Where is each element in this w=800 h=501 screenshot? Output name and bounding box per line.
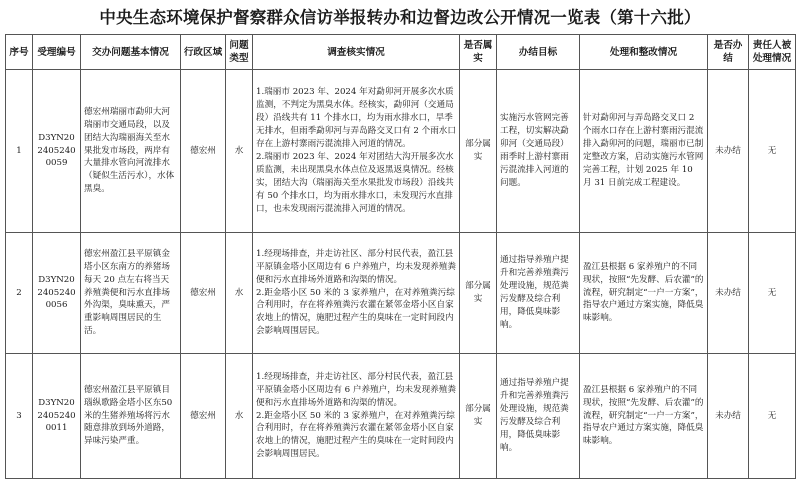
cell-code: D3YN2024052400056 <box>33 233 81 354</box>
cell-accountability: 无 <box>749 233 796 354</box>
header-goal: 办结目标 <box>497 35 580 70</box>
cell-type: 水 <box>226 70 253 233</box>
header-accountability: 责任人被处理情况 <box>749 35 796 70</box>
investigation-paragraph-1: 1.经现场排查，并走访社区、部分村民代表，盈江县平原镇金塔小区周边有 6 户养殖户，均未发现养殖粪便和污水直排场外道路和沟渠的情况。 <box>256 248 456 285</box>
table-row <box>6 70 796 233</box>
cell-accountability: 无 <box>749 354 796 479</box>
investigation-paragraph-2: 2.距金塔小区 50 米的 3 家养殖户，在对养殖粪污综合利用时，存在将养殖粪污农灌在紧邻金塔小区自家农地上的情况，施肥过程产生的臭味在一定时间段内会影响周围居民。 <box>256 410 455 460</box>
cell-goal: 通过指导养殖户提升和完善养殖粪污处理设施，规范粪污发酵及综合利用，降低臭味影响。 <box>497 354 580 479</box>
cell-handling: 盈江县根据 6 家养殖户的不同现状，按照“先发酵、后农灌”的流程，研究制定“一户一方案”，指导农户通过方案实施，降低臭味影响。 <box>580 354 708 479</box>
cell-seq: 2 <box>6 233 33 354</box>
cell-type: 水 <box>226 354 253 479</box>
cell-goal: 实施污水管网完善工程，切实解决勐卯河（交通局段）雨季时上游村寨雨污混流排入河道的问题。 <box>497 70 580 233</box>
cell-goal: 通过指导养殖户提升和完善养殖粪污处理设施，规范粪污发酵及综合利用，降低臭味影响。 <box>497 233 580 354</box>
cell-problem: 德宏州盈江县平原镇金塔小区东南方的养猪场每天 20 点左右将当天养殖粪便和污水直排场外沟渠，臭味熏天，严重影响周围居民的生活。 <box>81 233 181 354</box>
cell-completed: 未办结 <box>708 70 749 233</box>
document-title: 中央生态环境保护督察群众信访举报转办和边督边改公开情况一览表（第十六批） <box>99 8 701 27</box>
cell-code: D3YN2024052400011 <box>33 354 81 479</box>
cell-problem: 德宏州盈江县平原镇目瑙纵歌路金塔小区东50米的生猪养殖场将污水随意排放到场外道路，异味污染严重。 <box>81 354 181 479</box>
cell-region: 德宏州 <box>181 354 226 479</box>
header-completed: 是否办结 <box>708 35 749 70</box>
header-problem: 交办问题基本情况 <box>81 35 181 70</box>
investigation-paragraph-2: 2.距金塔小区 50 米的 3 家养殖户，在对养殖粪污综合利用时，存在将养殖粪污农灌在紧邻金塔小区自家农地上的情况，施肥过程产生的臭味在一定时间段内会影响周围居民。 <box>256 287 455 337</box>
cell-verified: 部分属实 <box>460 70 497 233</box>
cell-investigation <box>253 233 460 354</box>
cell-investigation <box>253 354 460 479</box>
investigation-paragraph-1: 1.瑞丽市 2023 年、2024 年对勐卯河开展多次水质监测，不判定为黑臭水体。经核实，勐卯河（交通局段）沿线共有 11 个排水口，均为雨水排水口，旱季无排水，但雨季勐卯河与弄岛路交叉口有 2 个雨水口存在上游村寨雨污混流排入河道的情况。 <box>256 87 456 150</box>
cell-handling: 盈江县根据 6 家养殖户的不同现状，按照“先发酵、后农灌”的流程，研究制定“一户一方案”，指导农户通过方案实施，降低臭味影响。 <box>580 233 708 354</box>
header-verified: 是否属实 <box>460 35 497 70</box>
cell-completed: 未办结 <box>708 233 749 354</box>
cell-investigation <box>253 70 460 233</box>
cell-completed: 未办结 <box>708 354 749 479</box>
disclosure-table <box>5 34 796 479</box>
cell-region: 德宏州 <box>181 233 226 354</box>
header-handling: 处理和整改情况 <box>580 35 708 70</box>
header-type: 问题类型 <box>226 35 253 70</box>
cell-region: 德宏州 <box>181 70 226 233</box>
cell-seq: 3 <box>6 354 33 479</box>
cell-accountability: 无 <box>749 70 796 233</box>
cell-verified: 部分属实 <box>460 354 497 479</box>
investigation-paragraph-1: 1.经现场排查，并走访社区、部分村民代表，盈江县平原镇金塔小区周边有 6 户养殖户，均未发现养殖粪便和污水直排场外道路和沟渠的情况。 <box>256 371 456 408</box>
cell-code: D3YN2024052400059 <box>33 70 81 233</box>
cell-problem: 德宏州瑞丽市勐卯大河瑞丽市交通局段，以及团结大沟瑞丽海关至水果批发市场段，两岸有大量排水管向河流排水（疑似生活污水），水体黑臭。 <box>81 70 181 233</box>
investigation-paragraph-2: 2.瑞丽市 2023 年、2024 年对团结大沟开展多次水质监测，未出现黑臭水体点位及返黑返臭情况。经核实，团结大沟（瑞丽海关至水果批发市场段）沿线共有 50 个排水口，均为雨水排水口，未发现污水直排口，也未发现雨污混流排入河道的情况。 <box>256 152 454 214</box>
table-row <box>6 233 796 354</box>
cell-verified: 部分属实 <box>460 233 497 354</box>
header-code: 受理编号 <box>33 35 81 70</box>
cell-handling: 针对勐卯河与弄岛路交叉口 2 个雨水口存在上游村寨雨污混流排入勐卯河的问题，瑞丽市已制定整改方案，启动实施污水管网完善工程，计划 2025 年 10 月 31 日前完成工程建设。 <box>580 70 708 233</box>
table-header-row <box>6 35 796 70</box>
header-region: 行政区域 <box>181 35 226 70</box>
cell-seq: 1 <box>6 70 33 233</box>
table-row <box>6 354 796 479</box>
header-investigation: 调查核实情况 <box>253 35 460 70</box>
header-seq: 序号 <box>6 35 33 70</box>
cell-type: 水 <box>226 233 253 354</box>
